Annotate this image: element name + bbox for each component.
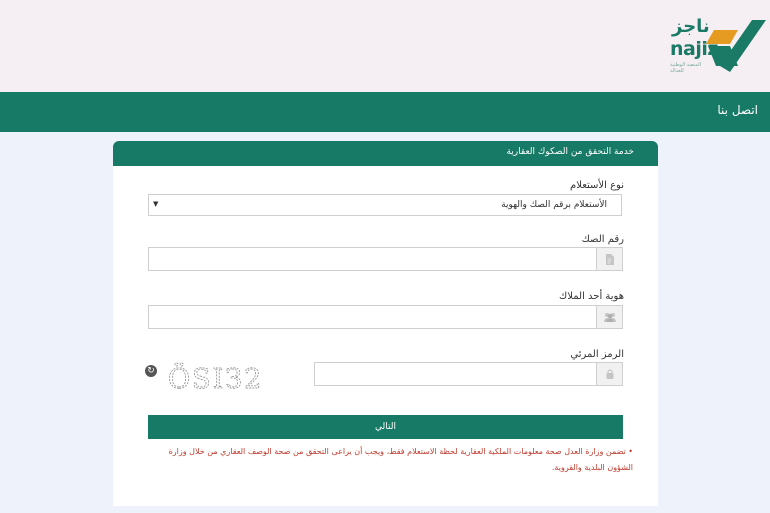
refresh-icon[interactable]: ↻ xyxy=(145,365,157,377)
captcha-label: الرمز المرئي xyxy=(570,349,624,360)
deed-number-input[interactable] xyxy=(148,247,623,271)
site-header xyxy=(0,0,770,92)
chevron-down-icon: ▼ xyxy=(153,200,159,208)
card-title: خدمة التحقق من الصكوك العقارية xyxy=(506,147,634,157)
next-button[interactable] xyxy=(148,415,623,439)
query-type-select[interactable] xyxy=(148,194,622,216)
captcha-image xyxy=(166,362,294,394)
owner-id-label: هوية أحد الملاك xyxy=(559,291,624,302)
disclaimer-note: • تضمن وزارة العدل صحة معلومات الملكية العقارية لحظة الاستعلام فقط، ويجب أن يراعى التحقق من صحة الوصف العقاري من خلال وزارة الشؤون البلدية والقروية. xyxy=(168,447,633,472)
logo-english: najiz xyxy=(670,38,718,60)
main-navbar xyxy=(0,92,770,132)
query-type-label: نوع الأستعلام xyxy=(570,180,624,191)
card-header xyxy=(113,141,658,166)
query-type-selected: الأستعلام برقم الصك والهوية xyxy=(501,200,607,210)
verification-card xyxy=(113,141,658,506)
logo-arabic: ناجز xyxy=(672,16,710,37)
owner-id-input[interactable] xyxy=(148,305,623,329)
captcha-text: ÖSIЗ2 xyxy=(168,364,264,394)
lock-icon xyxy=(596,363,622,385)
document-icon xyxy=(596,248,622,270)
next-button-label: التالي xyxy=(375,422,396,432)
logo-subtitle: المنصة الوطنية للعدالة xyxy=(670,62,702,74)
contact-us-link[interactable]: اتصل بنا xyxy=(717,103,758,117)
captcha-input[interactable] xyxy=(314,362,623,386)
deed-number-label: رقم الصك xyxy=(581,234,624,245)
users-icon xyxy=(596,306,622,328)
